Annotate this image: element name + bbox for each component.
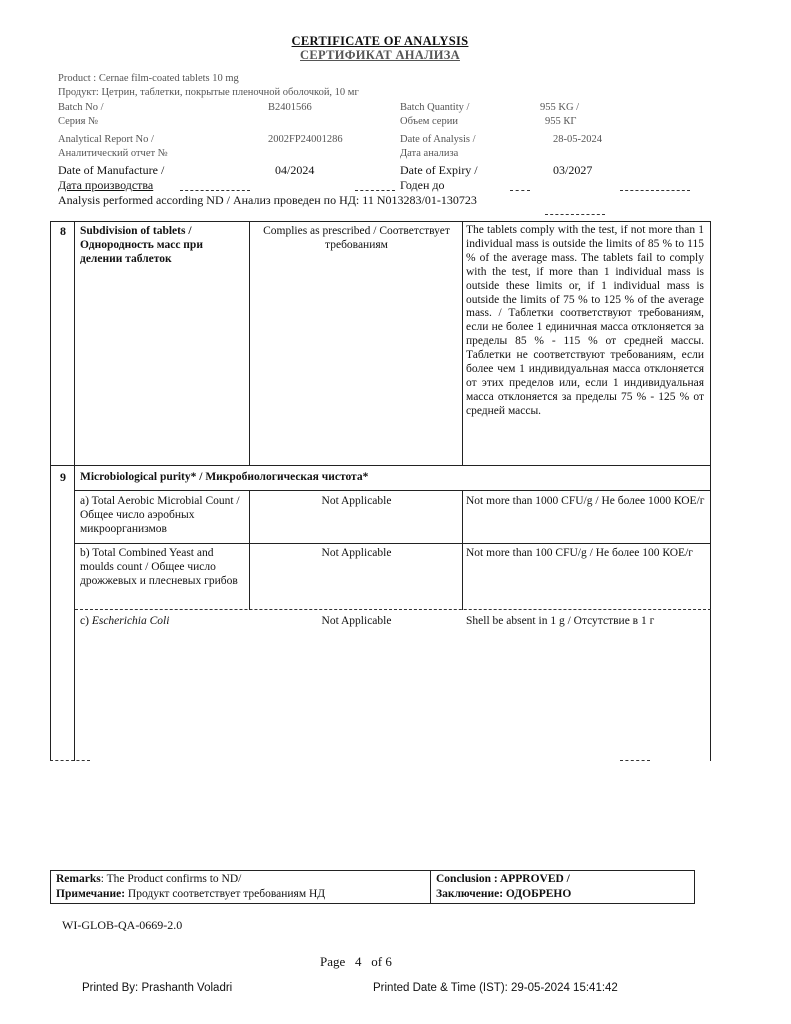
column-divider [74, 221, 75, 761]
conclusion-ru: Заключение: ОДОБРЕНО [436, 888, 572, 900]
subtest-name: b) Total Combined Yeast and moulds count / Общее число дрожжевых и плесневых грибов [80, 547, 238, 587]
row-divider-dashed [75, 609, 711, 611]
batch-no-value: B2401566 [268, 102, 312, 113]
manufacture-date-label: Date of Manufacture / [58, 163, 165, 177]
table-right-border [710, 221, 711, 761]
scan-dash [355, 190, 395, 192]
report-no-value: 2002FP24001286 [268, 134, 343, 145]
table-top-border [50, 221, 711, 222]
row-number: 8 [60, 224, 66, 238]
batch-no-label-ru: Серия № [58, 116, 99, 127]
analysis-standard-line: Analysis performed according ND / Анализ проведен по НД: 11 N013283/01-130723 [58, 193, 477, 207]
batch-no-label: Batch No / [58, 102, 104, 113]
analysis-date-label-ru: Дата анализа [400, 148, 459, 159]
remarks-divider [430, 870, 431, 904]
batch-qty-value-ru: 955 КГ [545, 116, 577, 127]
analysis-date-label: Date of Analysis / [400, 134, 476, 145]
subtest-name: a) Total Aerobic Microbial Count / Общее число аэробных микроорганизмов [80, 495, 240, 535]
subtest-specification: Shell be absent in 1 g / Отсутствие в 1 г [466, 615, 655, 627]
scan-dash [50, 760, 90, 762]
test-result: Complies as prescribed / Соответствует требованиям [263, 225, 450, 251]
batch-qty-value: 955 KG / [540, 102, 580, 113]
scan-dash [510, 190, 530, 192]
page-indicator: Page 4 of 6 [320, 954, 392, 969]
printed-by: Printed By: Prashanth Voladri [82, 982, 233, 994]
row-number: 9 [60, 470, 66, 484]
remarks-top-border [50, 870, 695, 871]
subtest-result: Not Applicable [321, 547, 392, 559]
batch-qty-label-ru: Объем серии [400, 116, 458, 127]
column-divider [462, 221, 463, 466]
remarks-left-border [50, 870, 51, 904]
row-divider [50, 465, 711, 466]
printed-date: Printed Date & Time (IST): 29-05-2024 15:41:42 [373, 982, 618, 994]
test-specification: The tablets comply with the test, if not more than 1 individual mass is outside the limits of 85 % to 115 % of the average mass. The tablets fail to comply with the test, if more than 1 individual mass is outside these limits or, if 1 individual mass is outside the limits of 75 % to 125 % of the average mass. / Таблетки соответствуют требованиям, если не более 1 единичная масса отклоняется за пределы 85 % - 115 % от средней массы. Таблетки не соответствуют требованиям, если более чем 1 индивидуальная масса отклоняется от этих пределов или, если 1 индивидуальная масса отклоняется за пределы 75 % - 125 % от средней массы. [466, 224, 704, 417]
expiry-date-label: Date of Expiry / [400, 163, 478, 177]
analysis-date-value: 28-05-2024 [553, 134, 602, 145]
column-divider [249, 490, 250, 610]
remarks-ru: Примечание: Продукт соответствует требованиям НД [56, 888, 326, 900]
column-divider [462, 490, 463, 610]
remarks-bottom-border [50, 903, 695, 904]
product-line: Product : Cernae film-coated tablets 10 mg [58, 73, 239, 84]
subtest-result: Not Applicable [321, 495, 392, 507]
manufacture-date-value: 04/2024 [275, 163, 315, 177]
row-divider [75, 490, 711, 491]
product-line-ru: Продукт: Цетрин, таблетки, покрытые пленочной оболочкой, 10 мг [58, 87, 359, 98]
title-en: CERTIFICATE OF ANALYSIS [291, 34, 469, 48]
conclusion-en: Conclusion : APPROVED / [436, 873, 570, 885]
remarks-right-border [694, 870, 695, 904]
table-left-border [50, 221, 51, 761]
row-divider [75, 543, 711, 544]
subtest-result: Not Applicable [321, 615, 392, 627]
subtest-name: c) Escherichia Coli [80, 615, 170, 627]
manufacture-date-label-ru: Дата производства [58, 178, 154, 192]
report-no-label: Analytical Report No / [58, 134, 154, 145]
document-code: WI-GLOB-QA-0669-2.0 [62, 918, 183, 932]
batch-qty-label: Batch Quantity / [400, 102, 470, 113]
test-name: Microbiological purity* / Микробиологическая чистота* [80, 471, 369, 483]
report-no-label-ru: Аналитический отчет № [58, 148, 168, 159]
scan-dash [620, 760, 650, 762]
remarks-en: Remarks: The Product confirms to ND/ [56, 873, 242, 885]
expiry-date-value: 03/2027 [553, 163, 593, 177]
subtest-specification: Not more than 1000 CFU/g / Не более 1000 КОЕ/г [466, 495, 705, 507]
subtest-specification: Not more than 100 CFU/g / Не более 100 КОЕ/г [466, 547, 693, 559]
scan-dash [620, 190, 690, 192]
title-ru: СЕРТИФИКАТ АНАЛИЗА [300, 48, 460, 62]
scan-dash [180, 190, 250, 192]
scan-dash [545, 214, 605, 216]
test-name: Subdivision of tablets / Однородность масс при делении таблеток [80, 225, 203, 265]
expiry-date-label-ru: Годен до [400, 178, 445, 192]
column-divider [249, 221, 250, 466]
